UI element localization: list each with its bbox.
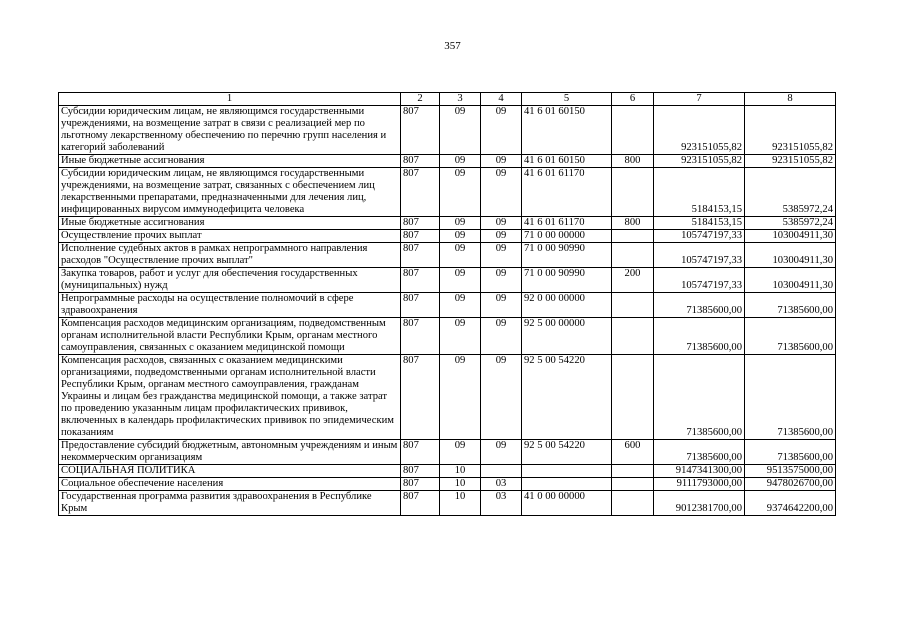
row-col-8-cell: 9513575000,00 xyxy=(745,465,836,478)
row-col-5-cell xyxy=(522,465,612,478)
row-col-5-cell: 92 5 00 54220 xyxy=(522,440,612,465)
row-col-6-cell: 800 xyxy=(612,217,654,230)
header-col-4: 4 xyxy=(481,93,522,106)
row-col-7-cell: 71385600,00 xyxy=(654,318,745,355)
table-row xyxy=(59,491,836,516)
row-col-8-cell: 9374642200,00 xyxy=(745,491,836,516)
row-col-8-cell: 71385600,00 xyxy=(745,355,836,440)
row-col-6-cell xyxy=(612,491,654,516)
row-col-5-cell: 92 0 00 00000 xyxy=(522,293,612,318)
header-col-6: 6 xyxy=(612,93,654,106)
table-row xyxy=(59,106,836,155)
row-col-5-cell: 41 6 01 60150 xyxy=(522,106,612,155)
row-col-6-cell xyxy=(612,230,654,243)
row-col-8-cell: 103004911,30 xyxy=(745,268,836,293)
row-col-2-cell: 807 xyxy=(401,355,440,440)
table-row xyxy=(59,355,836,440)
header-col-3: 3 xyxy=(440,93,481,106)
row-col-6-cell xyxy=(612,355,654,440)
row-col-3-cell: 09 xyxy=(440,230,481,243)
table-row xyxy=(59,230,836,243)
row-col-7-cell: 5184153,15 xyxy=(654,217,745,230)
row-col-8-cell: 103004911,30 xyxy=(745,243,836,268)
table-row xyxy=(59,217,836,230)
row-col-5-cell xyxy=(522,478,612,491)
page-number: 357 xyxy=(444,40,461,52)
row-col-6-cell xyxy=(612,293,654,318)
row-col-7-cell: 105747197,33 xyxy=(654,230,745,243)
row-col-2-cell: 807 xyxy=(401,168,440,217)
header-col-7: 7 xyxy=(654,93,745,106)
row-name-cell: Осуществление прочих выплат xyxy=(59,230,401,243)
row-col-2-cell: 807 xyxy=(401,440,440,465)
row-col-7-cell: 71385600,00 xyxy=(654,355,745,440)
row-col-3-cell: 09 xyxy=(440,318,481,355)
header-col-8: 8 xyxy=(745,93,836,106)
table-row xyxy=(59,268,836,293)
row-col-7-cell: 5184153,15 xyxy=(654,168,745,217)
row-col-4-cell: 09 xyxy=(481,355,522,440)
row-col-7-cell: 71385600,00 xyxy=(654,293,745,318)
header-row xyxy=(59,93,836,106)
row-col-7-cell: 105747197,33 xyxy=(654,243,745,268)
row-name-cell: СОЦИАЛЬНАЯ ПОЛИТИКА xyxy=(59,465,401,478)
row-col-3-cell: 09 xyxy=(440,217,481,230)
row-col-5-cell: 41 6 01 61170 xyxy=(522,168,612,217)
row-col-3-cell: 09 xyxy=(440,293,481,318)
row-col-8-cell: 71385600,00 xyxy=(745,318,836,355)
row-name-cell: Субсидии юридическим лицам, не являющимся государственными учреждениями, на возмещение затрат, связанных с обеспечением лиц лекарственными препаратами, предназначенными для лечения лиц, инфицированных вирусом иммунодефицита человека xyxy=(59,168,401,217)
row-col-3-cell: 09 xyxy=(440,168,481,217)
budget-table xyxy=(58,92,836,516)
row-col-5-cell: 71 0 00 90990 xyxy=(522,268,612,293)
row-col-3-cell: 09 xyxy=(440,440,481,465)
row-col-8-cell: 923151055,82 xyxy=(745,155,836,168)
row-name-cell: Компенсация расходов, связанных с оказанием медицинскими организациями, подведомственными органам исполнительной власти Республики Крым, органам местного самоуправления, гражданам Украины и лицам без гражданства медицинской помощи, а также затрат по проведению указанным лицам профилактических прививок, включенных в календарь профилактических прививок по эпидемическим показаниям xyxy=(59,355,401,440)
row-col-4-cell: 09 xyxy=(481,440,522,465)
row-col-8-cell: 5385972,24 xyxy=(745,168,836,217)
row-name-cell: Субсидии юридическим лицам, не являющимся государственными учреждениями, на возмещение затрат в связи с реализацией мер по льготному лекарственному обеспечению по перечню групп населения и категорий заболеваний xyxy=(59,106,401,155)
row-name-cell: Государственная программа развития здравоохранения в Республике Крым xyxy=(59,491,401,516)
row-col-7-cell: 9147341300,00 xyxy=(654,465,745,478)
row-col-5-cell: 92 5 00 54220 xyxy=(522,355,612,440)
table-row xyxy=(59,168,836,217)
row-col-6-cell xyxy=(612,243,654,268)
row-col-8-cell: 9478026700,00 xyxy=(745,478,836,491)
row-col-6-cell xyxy=(612,465,654,478)
row-name-cell: Предоставление субсидий бюджетным, автономным учреждениям и иным некоммерческим организациям xyxy=(59,440,401,465)
table-row xyxy=(59,478,836,491)
row-col-5-cell: 71 0 00 00000 xyxy=(522,230,612,243)
header-col-1: 1 xyxy=(59,93,401,106)
row-col-2-cell: 807 xyxy=(401,230,440,243)
row-name-cell: Иные бюджетные ассигнования xyxy=(59,217,401,230)
row-col-2-cell: 807 xyxy=(401,243,440,268)
row-col-3-cell: 09 xyxy=(440,268,481,293)
row-col-3-cell: 10 xyxy=(440,491,481,516)
row-col-6-cell xyxy=(612,318,654,355)
row-col-2-cell: 807 xyxy=(401,465,440,478)
row-col-6-cell: 200 xyxy=(612,268,654,293)
row-name-cell: Закупка товаров, работ и услуг для обеспечения государственных (муниципальных) нужд xyxy=(59,268,401,293)
row-col-4-cell: 09 xyxy=(481,155,522,168)
row-col-4-cell: 09 xyxy=(481,293,522,318)
row-col-4-cell: 09 xyxy=(481,268,522,293)
row-col-8-cell: 71385600,00 xyxy=(745,440,836,465)
row-col-2-cell: 807 xyxy=(401,293,440,318)
row-col-5-cell: 41 0 00 00000 xyxy=(522,491,612,516)
row-col-4-cell: 09 xyxy=(481,243,522,268)
row-col-3-cell: 09 xyxy=(440,355,481,440)
row-col-2-cell: 807 xyxy=(401,106,440,155)
table-row xyxy=(59,440,836,465)
row-col-6-cell xyxy=(612,478,654,491)
table-row xyxy=(59,465,836,478)
row-col-3-cell: 10 xyxy=(440,478,481,491)
row-col-2-cell: 807 xyxy=(401,318,440,355)
row-col-3-cell: 09 xyxy=(440,106,481,155)
row-col-4-cell: 09 xyxy=(481,217,522,230)
row-col-3-cell: 09 xyxy=(440,155,481,168)
row-col-7-cell: 923151055,82 xyxy=(654,106,745,155)
row-col-2-cell: 807 xyxy=(401,217,440,230)
row-col-2-cell: 807 xyxy=(401,155,440,168)
row-col-4-cell: 03 xyxy=(481,491,522,516)
row-col-2-cell: 807 xyxy=(401,478,440,491)
row-col-4-cell xyxy=(481,465,522,478)
row-name-cell: Непрограммные расходы на осуществление полномочий в сфере здравоохранения xyxy=(59,293,401,318)
row-col-8-cell: 5385972,24 xyxy=(745,217,836,230)
row-col-3-cell: 09 xyxy=(440,243,481,268)
row-col-7-cell: 9111793000,00 xyxy=(654,478,745,491)
table-row xyxy=(59,318,836,355)
row-name-cell: Исполнение судебных актов в рамках непрограммного направления расходов "Осуществление прочих выплат" xyxy=(59,243,401,268)
row-col-8-cell: 103004911,30 xyxy=(745,230,836,243)
row-col-6-cell xyxy=(612,106,654,155)
row-col-2-cell: 807 xyxy=(401,268,440,293)
row-col-7-cell: 923151055,82 xyxy=(654,155,745,168)
table-row xyxy=(59,243,836,268)
row-col-5-cell: 71 0 00 90990 xyxy=(522,243,612,268)
row-col-2-cell: 807 xyxy=(401,491,440,516)
row-col-4-cell: 09 xyxy=(481,230,522,243)
row-col-6-cell: 600 xyxy=(612,440,654,465)
row-col-4-cell: 09 xyxy=(481,168,522,217)
row-name-cell: Иные бюджетные ассигнования xyxy=(59,155,401,168)
header-col-2: 2 xyxy=(401,93,440,106)
row-name-cell: Социальное обеспечение населения xyxy=(59,478,401,491)
row-col-6-cell xyxy=(612,168,654,217)
row-col-7-cell: 71385600,00 xyxy=(654,440,745,465)
row-col-7-cell: 105747197,33 xyxy=(654,268,745,293)
row-col-4-cell: 09 xyxy=(481,106,522,155)
table-row xyxy=(59,155,836,168)
row-col-4-cell: 09 xyxy=(481,318,522,355)
row-col-3-cell: 10 xyxy=(440,465,481,478)
row-col-5-cell: 92 5 00 00000 xyxy=(522,318,612,355)
row-col-5-cell: 41 6 01 61170 xyxy=(522,217,612,230)
row-col-6-cell: 800 xyxy=(612,155,654,168)
header-col-5: 5 xyxy=(522,93,612,106)
row-name-cell: Компенсация расходов медицинским организациям, подведомственным органам исполнительной власти Республики Крым, органам местного самоуправления, связанных с оказанием медицинской помощи xyxy=(59,318,401,355)
row-col-8-cell: 923151055,82 xyxy=(745,106,836,155)
row-col-8-cell: 71385600,00 xyxy=(745,293,836,318)
row-col-5-cell: 41 6 01 60150 xyxy=(522,155,612,168)
row-col-7-cell: 9012381700,00 xyxy=(654,491,745,516)
table-row xyxy=(59,293,836,318)
row-col-4-cell: 03 xyxy=(481,478,522,491)
